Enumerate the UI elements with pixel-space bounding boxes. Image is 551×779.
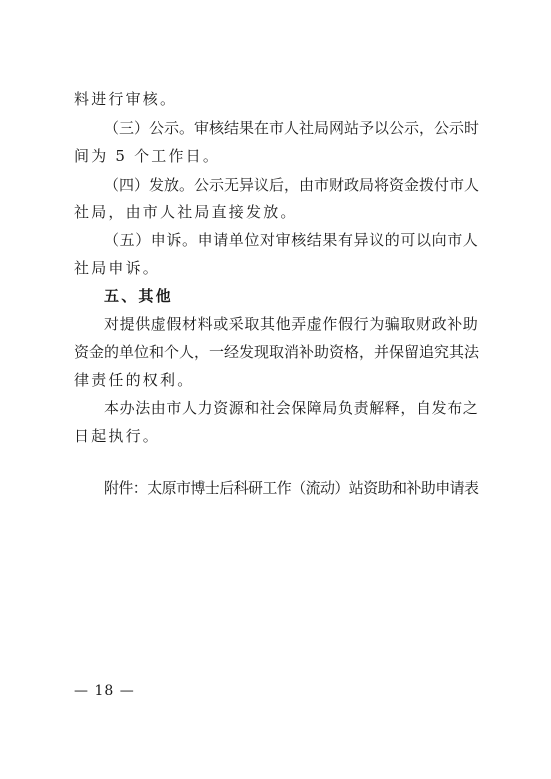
body-line: 资金的单位和个人，一经发现取消补助资格，并保留追究其法: [74, 343, 480, 361]
body-line: 律责任的权利。: [74, 371, 195, 389]
body-line: 对提供虚假材料或采取其他弄虚作假行为骗取财政补助: [104, 315, 479, 333]
body-line: 日起执行。: [74, 427, 161, 445]
attachment-line: 附件：太原市博士后科研工作（流动）站资助和补助申请表: [104, 479, 479, 497]
section-heading: 五、其他: [104, 287, 173, 305]
body-line: 料进行审核。: [74, 90, 178, 108]
body-line: 本办法由市人力资源和社会保障局负责解释，自发布之: [104, 399, 479, 417]
body-line: 社局申诉。: [74, 259, 161, 277]
body-line: （五）申诉。申请单位对审核结果有异议的可以向市人: [104, 231, 479, 249]
body-line: （三）公示。审核结果在市人社局网站予以公示，公示时: [104, 119, 480, 137]
body-line: 间为 5 个工作日。: [74, 147, 221, 165]
body-line: （四）发放。公示无异议后，由市财政局将资金拨付市人: [104, 176, 480, 194]
body-line: 社局，由市人社局直接发放。: [74, 203, 298, 221]
page-number: — 18 —: [74, 683, 135, 699]
